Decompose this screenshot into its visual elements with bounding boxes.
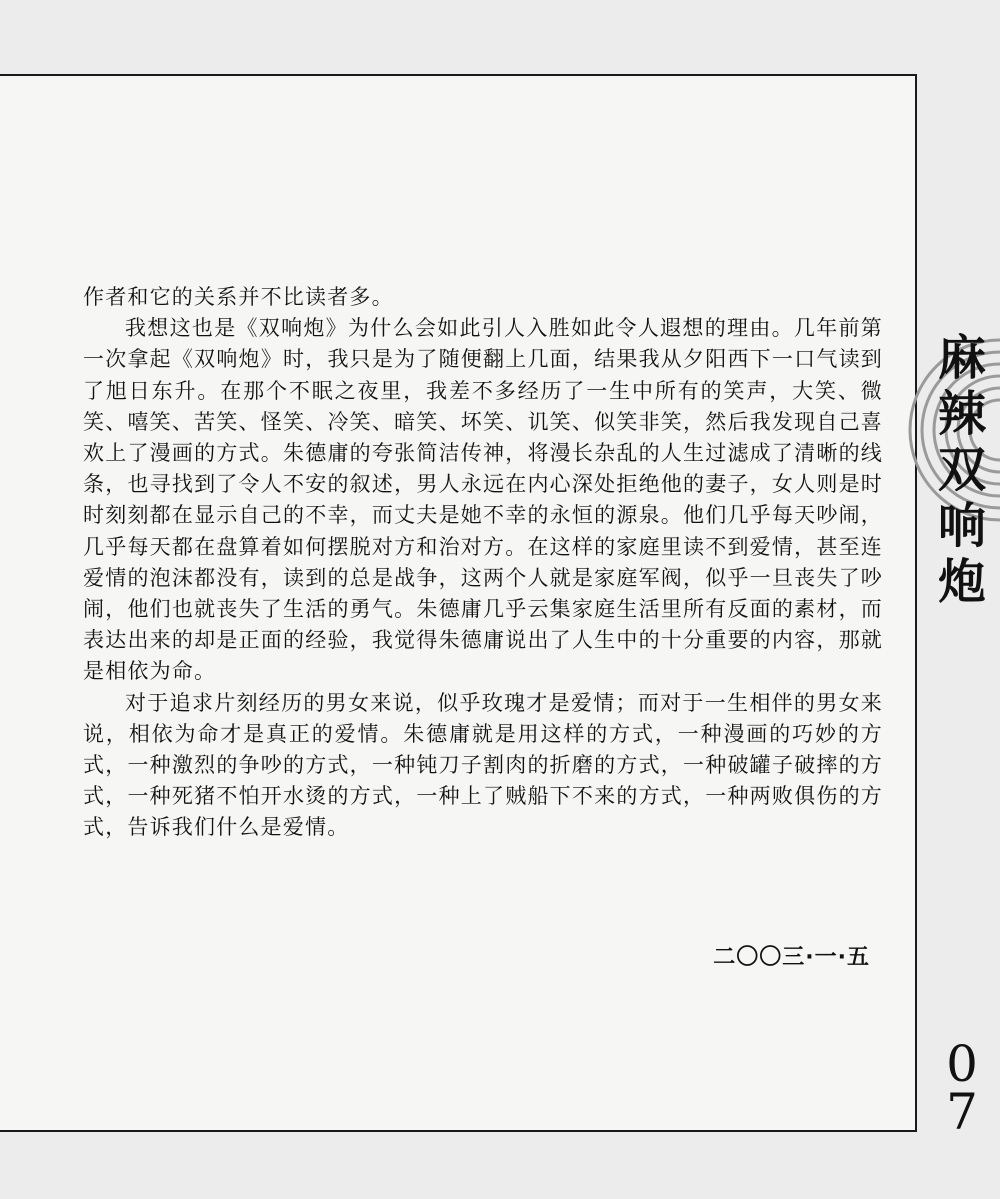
side-title-char: 双 [937, 442, 986, 498]
page-number-digit: 7 [946, 1083, 978, 1141]
page-number [930, 1035, 994, 1141]
paragraph-2: 我想这也是《双响炮》为什么会如此引人入胜如此令人遐想的理由。几年前第一次拿起《双响炮》时，我只是为了随便翻上几面，结果我从夕阳西下一口气读到了旭日东升。在那个不眠之夜里，我差不多经历了一生中所有的笑声，大笑、微笑、嘻笑、苦笑、怪笑、冷笑、暗笑、坏笑、讥笑、似笑非笑，然后我发现自己喜欢上了漫画的方式。朱德庸的夸张简洁传神，将漫长杂乱的人生过滤成了清晰的线条，也寻找到了令人不安的叙述，男人永远在内心深处拒绝他的妻子，女人则是时时刻刻都在显示自己的不幸，而丈夫是她不幸的永恒的源泉。他们几乎每天吵闹，几乎每天都在盘算着如何摆脱对方和治对方。在这样的家庭里读不到爱情，甚至连爱情的泡沫都没有，读到的总是战争，这两个人就是家庭军阀，似乎一旦丧失了吵闹，他们也就丧失了生活的勇气。朱德庸几乎云集家庭生活里所有反面的素材，而表达出来的却是正面的经验，我觉得朱德庸说出了人生中的十分重要的内容，那就是相依为命。 [83, 316, 883, 684]
side-title-char: 麻 [937, 330, 986, 386]
side-title-char: 响 [937, 498, 986, 554]
date-line: 二〇〇三·一·五 [713, 945, 870, 970]
side-title-char: 炮 [937, 554, 986, 610]
side-title-char: 辣 [937, 386, 986, 442]
body-text [83, 282, 883, 844]
paragraph-3: 对于追求片刻经历的男女来说，似乎玫瑰才是爱情；而对于一生相伴的男女来说，相依为命才是真正的爱情。朱德庸就是用这样的方式，一种漫画的巧妙的方式，一种激烈的争吵的方式，一种钝刀子割肉的折磨的方式，一种破罐子破摔的方式，一种死猪不怕开水烫的方式，一种上了贼船下不来的方式，一种两败俱伤的方式，告诉我们什么是爱情。 [83, 690, 883, 840]
side-title [930, 330, 994, 610]
paragraph-1: 作者和它的关系并不比读者多。 [83, 285, 394, 309]
page-number-digit: 0 [946, 1035, 978, 1093]
